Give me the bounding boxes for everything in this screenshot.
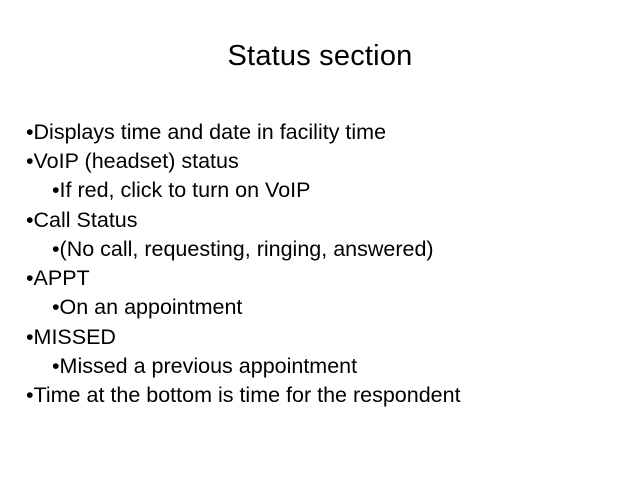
list-item-label: Call Status — [33, 207, 138, 232]
list-item-label: Missed a previous appointment — [59, 353, 358, 378]
bullet-marker-icon: • — [26, 149, 34, 174]
bullet-marker-icon: • — [52, 178, 60, 203]
list-item — [26, 147, 616, 176]
list-item — [26, 323, 616, 352]
list-item — [26, 176, 616, 205]
page-title: Status section — [227, 40, 413, 72]
list-item-label: VoIP (headset) status — [33, 149, 239, 174]
list-item — [26, 264, 616, 293]
list-item — [26, 206, 616, 235]
list-item — [26, 381, 616, 410]
list-item-label: On an appointment — [59, 295, 243, 320]
list-item — [26, 293, 616, 322]
list-item-label: MISSED — [33, 324, 116, 349]
bullet-marker-icon: • — [26, 266, 34, 291]
list-item-label: (No call, requesting, ringing, answered) — [59, 236, 434, 261]
list-item — [26, 118, 616, 147]
bullet-marker-icon: • — [26, 207, 34, 232]
slide-body — [26, 118, 616, 410]
list-item-label: APPT — [33, 266, 90, 291]
list-item — [26, 352, 616, 381]
bullet-marker-icon: • — [26, 120, 34, 144]
list-item-label: If red, click to turn on VoIP — [59, 178, 311, 203]
list-item-label: Time at the bottom is time for the respondent — [33, 383, 461, 408]
bullet-marker-icon: • — [52, 295, 60, 320]
bullet-marker-icon: • — [52, 236, 60, 261]
bullet-marker-icon: • — [52, 353, 60, 378]
list-item — [26, 235, 616, 264]
bullet-marker-icon: • — [26, 383, 34, 408]
list-item-label: Displays time and date in facility time — [33, 120, 387, 144]
bullet-marker-icon: • — [26, 324, 34, 349]
